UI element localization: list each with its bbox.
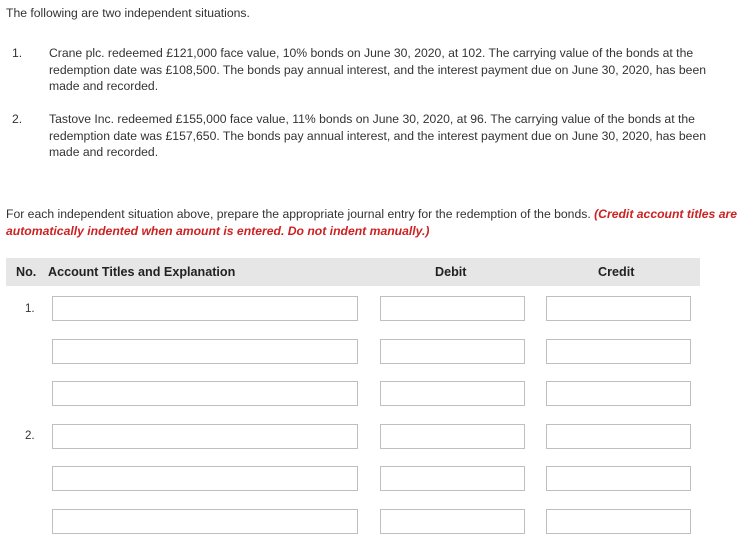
instructions-note: (Credit account titles are automatically indented when amount is entered. Do not indent manually.) xyxy=(6,207,738,238)
entry-1-row-2-debit-input[interactable] xyxy=(380,339,525,364)
entry-1-row-2-account-input[interactable] xyxy=(52,339,358,364)
entry-1-row-1-credit-input[interactable] xyxy=(546,296,691,321)
header-account-titles: Account Titles and Explanation xyxy=(48,265,236,279)
entry-2-row-1-credit-input[interactable] xyxy=(546,424,691,449)
header-no: No. xyxy=(16,265,37,279)
entry-1-row-3-account-input[interactable] xyxy=(52,381,358,406)
entry-1-row-1-account-input[interactable] xyxy=(52,296,358,321)
journal-table-header xyxy=(6,258,700,286)
entry-2-row-2-account-input[interactable] xyxy=(52,466,358,491)
situation-text: Tastove Inc. redeemed £155,000 face value, 11% bonds on June 30, 2020, at 96. The carrying value of the bonds at the redemption date was £157,650. The bonds pay annual interest, and the interest payment due on June 30, 2020, has been made and recorded. xyxy=(49,112,707,159)
header-credit: Credit xyxy=(598,265,635,279)
entry-number-1: 1. xyxy=(25,303,35,315)
entry-2-row-3-credit-input[interactable] xyxy=(546,509,691,534)
situation-text: Crane plc. redeemed £121,000 face value, 10% bonds on June 30, 2020, at 102. The carrying value of the bonds at the redemption date was £108,500. The bonds pay annual interest, and the interest payment due on June 30, 2020, has been made and recorded. xyxy=(49,46,707,93)
header-debit: Debit xyxy=(435,265,467,279)
instructions-text: For each independent situation above, prepare the appropriate journal entry for the redemption of the bonds. xyxy=(6,207,591,221)
entry-number-2: 2. xyxy=(25,430,35,442)
entry-2-row-3-debit-input[interactable] xyxy=(380,509,525,534)
entry-1-row-2-credit-input[interactable] xyxy=(546,339,691,364)
entry-1-row-3-credit-input[interactable] xyxy=(546,381,691,406)
entry-1-row-3-debit-input[interactable] xyxy=(380,381,525,406)
situation-number: 1. xyxy=(12,46,23,60)
intro-text: The following are two independent situations. xyxy=(6,6,250,20)
entry-2-row-1-debit-input[interactable] xyxy=(380,424,525,449)
entry-2-row-2-debit-input[interactable] xyxy=(380,466,525,491)
entry-2-row-3-account-input[interactable] xyxy=(52,509,358,534)
situation-number: 2. xyxy=(12,112,23,126)
entry-2-row-1-account-input[interactable] xyxy=(52,424,358,449)
instructions xyxy=(6,206,750,239)
entry-2-row-2-credit-input[interactable] xyxy=(546,466,691,491)
entry-1-row-1-debit-input[interactable] xyxy=(380,296,525,321)
